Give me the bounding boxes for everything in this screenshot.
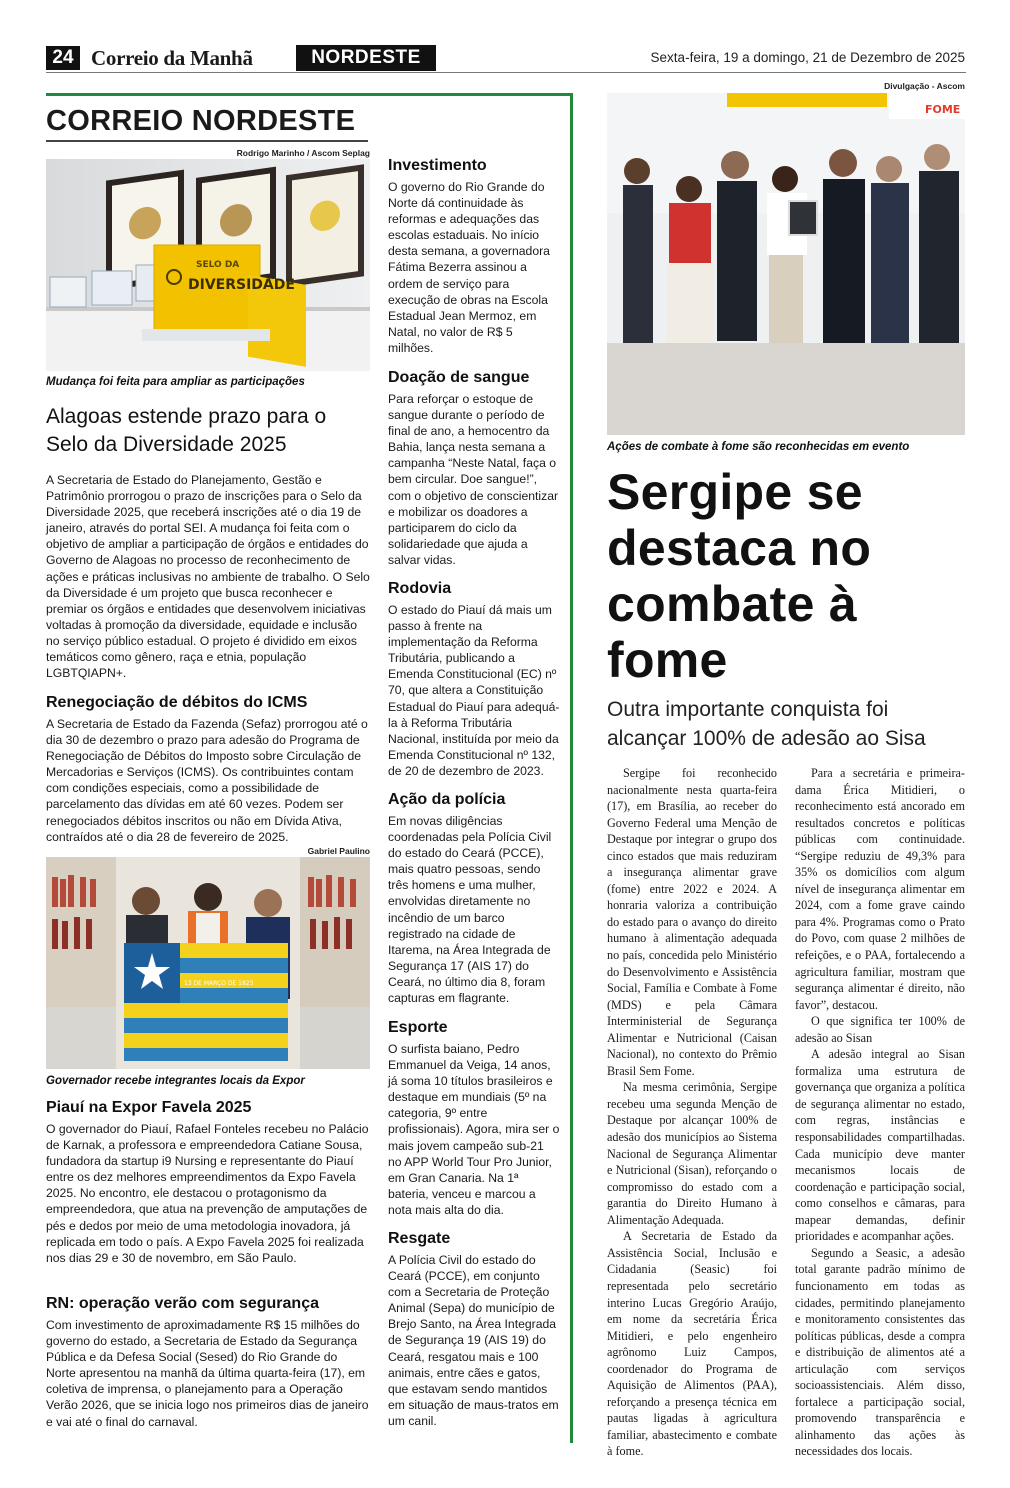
photo-selo-illustration — [46, 159, 370, 371]
page-number: 24 — [46, 46, 80, 70]
paragraph: Sergipe foi reconhecido nacionalmente nesta quarta-feira (17), em Brasília, ao receber do Governo Federal uma Menção de Destaque por integrar o grupo dos cinco estados que mais reduziram a insegurança alimentar grave (fome) entre 2022 e 2024. A honraria valoriza a contribuição do estado para o avanço do direito humano à alimentação adequada no país, concedida pelo Ministério do Desenvolvimento e Assistência Social, Família e Combate à Fome (MDS) e pela Câmara Interministerial de Segurança Alimentar e Nutricional (Caisan Nacional), no contexto do Prêmio Brasil Sem Fome. — [607, 766, 777, 1078]
paragraph: A Secretaria de Estado da Assistência Social, Inclusão e Cidadania (Seasic) foi representada pelo secretário interino Lucas Gregório Araújo, em nome da secretária Érica Mitidieri, e pelo engenheiro agrônomo Luiz Campos, coordenador do Programa de Aquisição de Alimentos (PAA), reforçando a presença técnica em pautas ligadas à agricultura familiar, abastecimento e combate à fome. — [607, 1229, 777, 1459]
flag-text: 13 DE MARÇO DE 1823 — [184, 980, 254, 987]
sign-line-1: SELO DA — [196, 260, 240, 270]
sign-line-2: DIVERSIDADE — [188, 277, 295, 293]
photo-award-ceremony — [607, 93, 965, 435]
note-body: O surfista baiano, Pedro Emmanuel da Veiga, 14 anos, já soma 10 títulos brasileiros e destaque em mundiais (5º na categoria, 9º entre profissionais). Agora, mira ser o mais jovem campeão sub-21 no APP World Tour Pro Junior, em Gran Canaria. Na 1ª bateria, venceu e marcou a nota mais alta do dia. — [388, 1042, 560, 1217]
note-title: Investimento — [388, 157, 487, 174]
note-title: Doação de sangue — [388, 369, 530, 386]
box-right-border — [570, 93, 573, 1443]
photo-governor-flag — [46, 857, 370, 1069]
main-subheadline: Outra importante conquista foi alcançar 100% de adesão ao Sisa — [607, 698, 926, 750]
photo-ceremony-illustration — [607, 93, 965, 435]
lead-body: A Secretaria de Estado do Planejamento, Gestão e Patrimônio prorrogou o prazo de inscrições para o Selo da Diversidade 2025, que receberá inscrições até o dia 19 de janeiro, através do portal SEI. A mudança foi feita com o objetivo de ampliar a participação de órgãos e entidades do Governo de Alagoas no processo de reconhecimento de ações e práticas inclusivas no ambiente de trabalho. O Selo da Diversidade é um projeto que busca reconhecer e premiar os órgãos e entidades que desenvolvem iniciativas voltadas à promoção da diversidade, equidade e inclusão no serviço público estadual. O projeto é dividido em eixos temáticos como gênero, raça e etnia, população LGBTQIAPN+. — [46, 473, 370, 681]
box-title-rule — [46, 140, 368, 142]
note-title: Rodovia — [388, 580, 452, 597]
main-column-2 — [795, 765, 965, 1460]
header-rule — [46, 72, 966, 73]
photo-selo-diversidade — [46, 159, 370, 371]
paragraph: Para a secretária e primeira-dama Érica Mitidieri, o reconhecimento está ancorado em resultados concretos e políticas públicas com continuidade. “Sergipe reduziu de 49,3% para 35% os domicílios com algum nível de insegurança alimentar em 2024, com a fome grave caindo para 4%. Programas como o Prato do Povo, com quase 2 milhões de refeições, e o PAA, fortalecendo a agricultura familiar, mostram que segurança alimentar é direito, não favor”, destacou. — [795, 766, 965, 1012]
piaui-title: Piauí na Expor Favela 2025 — [46, 1099, 252, 1116]
paragraph: Segundo a Seasic, a adesão total garante padrão mínimo de funcionamento em todas as cidades, permitindo planejamento e monitoramento consistentes das políticas públicas, desde a compra e distribuição de alimentos até a articulação com serviços socioassistenciais. Além disso, fortalece a participação social, promovendo transparência e alinhamento das ações às necessidades dos locais. — [795, 1245, 965, 1459]
paragraph: Na mesma cerimônia, Sergipe recebeu uma segunda Menção de Destaque por alcançar 100% de adesão dos municípios ao Sistema Nacional de Segurança Alimentar e Nutricional (Sisan), reforçando o compromisso do estado com a garantia do Direito Humano à Alimentação Adequada. — [607, 1080, 777, 1227]
rn-title: RN: operação verão com segurança — [46, 1295, 319, 1312]
note-title: Esporte — [388, 1019, 448, 1036]
note-body: A Polícia Civil do estado do Ceará (PCCE), em conjunto com a Secretaria de Proteção Animal (Sepa) do município de Brejo Santo, na Área Integrada de Segurança 19 (AIS 19) do Ceará, resgatou mais e 100 animais, entre cães e gatos, que estavam sendo mantidos em situação de maus-tratos em um canil. — [388, 1253, 559, 1428]
note-body: Em novas diligências coordenadas pela Polícia Civil do estado do Ceará (PCCE), mais quatro pessoas, sendo três homens e uma mulher, envolvidas diretamente no incêndio de um barco registrado na cidade de Itarema, na Área Integrada de Segurança 17 (AIS 17) do Ceará, no último dia 8, foram capturas em flagrante. — [388, 814, 552, 1006]
subsection-heading: O que significa ter 100% de adesão ao Sisan — [795, 1014, 965, 1045]
icms-title: Renegociação de débitos do ICMS — [46, 694, 308, 711]
photo-caption: Mudança foi feita para ampliar as participações — [46, 376, 305, 388]
photo-caption: Governador recebe integrantes locais da Expor — [46, 1075, 305, 1087]
box-top-border — [46, 93, 573, 96]
note-body: O estado do Piauí dá mais um passo à frente na implementação da Reforma Tributária, publicando a Emenda Constitucional (EC) nº 70, que altera a Constituição Estadual do Piauí para adequá-la à Reforma Tributária Nacional, instituída por meio da Emenda Constitucional nº 132, de 20 de dezembro de 2023. — [388, 603, 560, 778]
photo-governor-illustration — [46, 857, 370, 1069]
note-title: Resgate — [388, 1230, 451, 1247]
banner-text: FOME — [925, 103, 961, 116]
masthead-logo: Correio da Manhã — [91, 46, 253, 70]
main-headline: Sergipe se destaca no combate à fome — [607, 464, 872, 688]
photo-credit: Gabriel Paulino — [307, 846, 370, 856]
note-body: Para reforçar o estoque de sangue durante o período de final de ano, a hemocentro da Bahia, lança nesta semana a campanha “Neste Natal, faça o bem circular. Doe sangue!”, com o objetivo de conscientizar e mobilizar os doadores a participarem do ciclo da solidariedade que ajuda a salvar vidas. — [388, 392, 559, 567]
rn-body: Com investimento de aproximadamente R$ 15 milhões do governo do estado, a Secretaria de Estado da Segurança Pública e da Defesa Social (Sesed) do Rio Grande do Norte apresentou na manhã da última quarta-feira (17), em coletiva de imprensa, o planejamento para a Operação Verão 2026, que se inicia logo nos primeiros dias de janeiro e vai até o final do carnaval. — [46, 1318, 369, 1429]
lead-headline: Alagoas estende prazo para o Selo da Diversidade 2025 — [46, 405, 327, 456]
section-tag: NORDESTE — [296, 45, 436, 71]
piaui-body: O governador do Piauí, Rafael Fonteles recebeu no Palácio de Karnak, a professora e empreendedora Catiane Sousa, fundadora da startup i9 Nursing e representante do Piauí entre os dez melhores empreendimentos da Expo Favela 2025. No encontro, ele destacou o protagonismo da empreendedora, que atua na prevenção de amputações de pés e dedos por meio de uma metodologia inovadora, já replicada em todo o país. A Expo Favela 2025 foi realizada nos dias 29 e 30 de novembro, em São Paulo. — [46, 1122, 369, 1265]
paragraph: A adesão integral ao Sisan formaliza uma estrutura de governança que organiza a política de segurança alimentar no estado, com regras, instâncias e responsabilidades compartilhadas. Cada município deve manter mecanismos locais de coordenação e participação social, como conselhos e câmaras, para mapear demandas, definir prioridades e acompanhar ações. — [795, 1047, 965, 1244]
main-column-1 — [607, 765, 777, 1460]
note-title: Ação da polícia — [388, 791, 506, 808]
note-body: O governo do Rio Grande do Norte dá continuidade às reformas e adequações das escolas estaduais. No início desta semana, a governadora Fátima Bezerra assinou a ordem de serviço para execução de obras na Escola Estadual Jean Mermoz, em Natal, no valor de R$ 5 milhões. — [388, 180, 550, 355]
photo-credit: Divulgação - Ascom — [884, 81, 965, 91]
photo-caption: Ações de combate à fome são reconhecidas em evento — [607, 441, 910, 453]
issue-date: Sexta-feira, 19 a domingo, 21 de Dezembro de 2025 — [650, 50, 965, 65]
icms-body: A Secretaria de Estado da Fazenda (Sefaz) prorrogou até o dia 30 de dezembro o prazo para adesão do Programa de Renegociação de Débitos do Imposto sobre Circulação de Mercadorias e Serviços (ICMS). Os contribuintes contam com condições especiais, como a possibilidade de parcelamento das dívidas em até 60 vezes. Podem ser renegociados débitos inscritos ou não em Dívida Ativa, contraídos até o dia 28 de fevereiro de 2025. — [46, 717, 368, 844]
photo-credit: Rodrigo Marinho / Ascom Seplag — [236, 148, 370, 158]
box-title: CORREIO NORDESTE — [46, 105, 356, 137]
